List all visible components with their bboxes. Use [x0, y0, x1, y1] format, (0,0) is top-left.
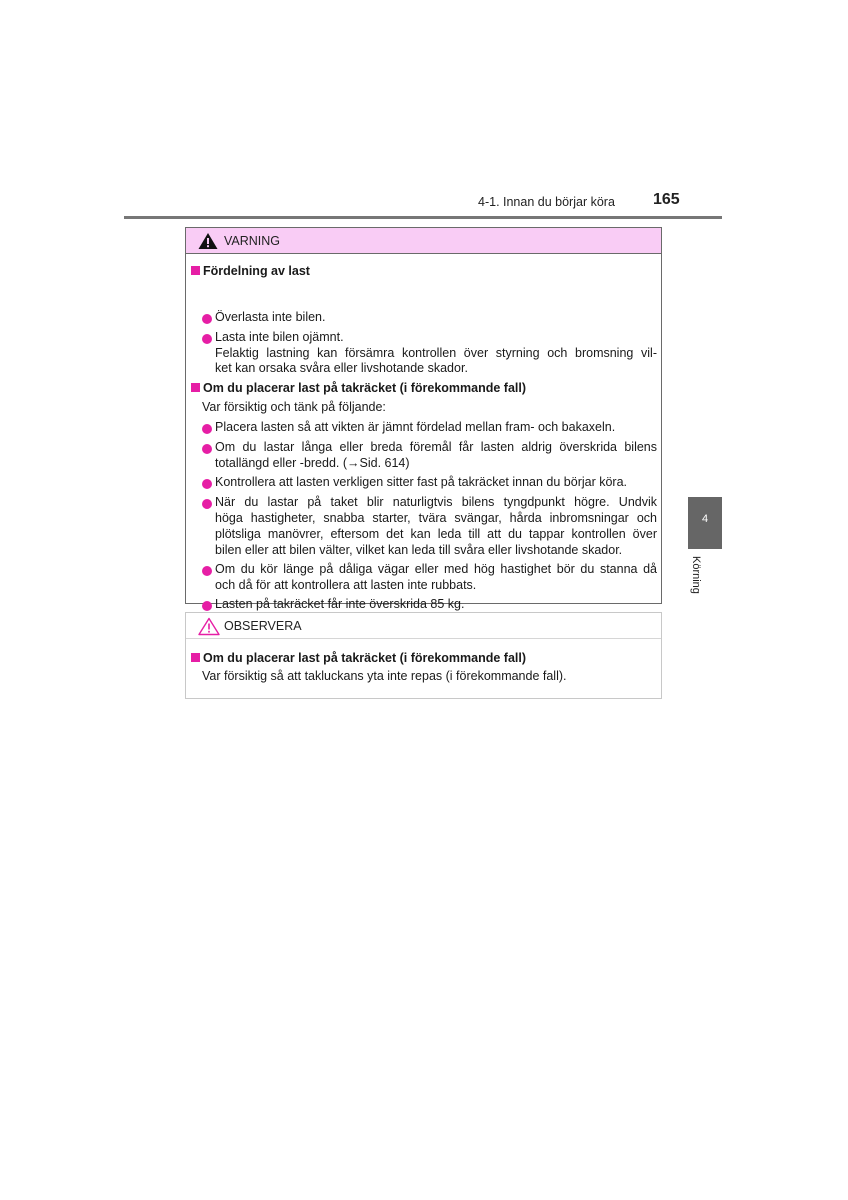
- notice-section-heading: Om du placerar last på takräcket (i förekommande fall): [191, 651, 526, 667]
- circle-bullet-icon: [202, 424, 212, 434]
- bullet-text: Överlasta inte bilen.: [215, 310, 326, 324]
- square-bullet-icon: [191, 653, 200, 662]
- bullet-text: Placera lasten så att vikten är jämnt fördelad mellan fram- och bakaxeln.: [215, 420, 616, 434]
- bullet-text: Kontrollera att lasten verkligen sitter fast på takräcket innan du börjar köra.: [215, 475, 628, 489]
- circle-bullet-icon: [202, 479, 212, 489]
- bullet-text: Om du kör länge på dåliga vägar eller med hög hastighet bör du stanna då: [215, 562, 657, 576]
- bullet-text: Felaktig lastning kan försämra kontrollen över styrning och bromsning vil-: [215, 346, 657, 360]
- notice-text: Var försiktig så att takluckans yta inte repas (i förekommande fall).: [202, 669, 567, 683]
- header-divider: [124, 216, 722, 219]
- bullet-text: Lasten på takräcket får inte överskrida 85 kg.: [215, 597, 465, 611]
- warning-box: [185, 227, 662, 611]
- chapter-number: 4: [701, 513, 709, 525]
- warning-header: [186, 228, 661, 254]
- bullet-text: Om du lastar långa eller breda föremål får lasten aldrig överskrida bilens: [215, 440, 657, 454]
- warning-triangle-icon: [198, 232, 218, 250]
- notice-header: [186, 613, 661, 639]
- chapter-tab: [688, 497, 722, 549]
- circle-bullet-icon: [202, 334, 212, 344]
- caution-triangle-outline-icon: [198, 617, 220, 636]
- warning-title: VARNING: [224, 234, 281, 248]
- circle-bullet-icon: [202, 499, 212, 509]
- square-bullet-icon: [191, 266, 200, 275]
- circle-bullet-icon: [202, 444, 212, 454]
- notice-title: OBSERVERA: [224, 619, 302, 633]
- warning-section-heading: Fördelning av last: [191, 264, 310, 280]
- bullet-text: höga hastigheter, snabba starter, tvära svängar, hårda inbromsningar och: [215, 511, 657, 525]
- warning-section-heading: Om du placerar last på takräcket (i förekommande fall): [191, 381, 526, 397]
- bullet-text: Lasta inte bilen ojämnt.: [215, 330, 344, 344]
- square-bullet-icon: [191, 383, 200, 392]
- chapter-label: Körning: [690, 556, 702, 594]
- bullet-text: ket kan orsaka svåra eller livshotande skador.: [215, 361, 468, 375]
- bullet-text: När du lastar på taket blir naturligtvis bilens tyngdpunkt högre. Undvik: [215, 495, 657, 509]
- intro-text: Var försiktig och tänk på följande:: [202, 400, 386, 414]
- bullet-text: plötsliga manövrer, eftersom det kan leda till att du tappar kontrollen över: [215, 527, 657, 541]
- section-title: 4-1. Innan du börjar köra: [478, 195, 615, 209]
- circle-bullet-icon: [202, 566, 212, 576]
- page-number: 165: [653, 191, 680, 208]
- bullet-text: och då för att kontrollera att lasten inte rubbats.: [215, 578, 477, 592]
- circle-bullet-icon: [202, 314, 212, 324]
- notice-box: [185, 612, 662, 699]
- bullet-text: bilen eller att bilen välter, vilket kan leda till svåra eller livshotande skador.: [215, 543, 623, 557]
- circle-bullet-icon: [202, 601, 212, 611]
- bullet-text: totallängd eller -bredd. (→Sid. 614): [215, 456, 410, 470]
